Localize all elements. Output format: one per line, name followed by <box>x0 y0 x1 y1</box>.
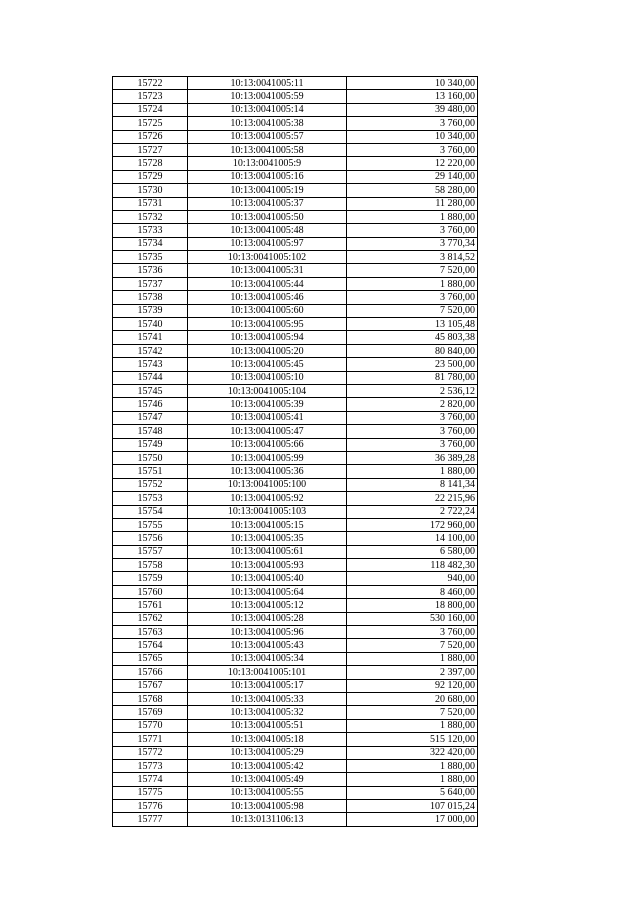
table-row <box>113 679 478 692</box>
cadastral-number-cell: 10:13:0041005:44 <box>188 277 347 290</box>
table-row <box>113 626 478 639</box>
record-number-cell: 15741 <box>113 331 188 344</box>
table-row <box>113 358 478 371</box>
cadastral-number-cell: 10:13:0041005:11 <box>188 77 347 90</box>
table-row <box>113 344 478 357</box>
amount-cell: 13 105,48 <box>347 318 478 331</box>
amount-cell: 3 760,00 <box>347 425 478 438</box>
amount-cell: 172 960,00 <box>347 518 478 531</box>
amount-cell: 10 340,00 <box>347 130 478 143</box>
cadastral-number-cell: 10:13:0131106:13 <box>188 813 347 826</box>
record-number-cell: 15736 <box>113 264 188 277</box>
amount-cell: 2 536,12 <box>347 384 478 397</box>
amount-cell: 3 760,00 <box>347 143 478 156</box>
amount-cell: 81 780,00 <box>347 371 478 384</box>
record-number-cell: 15765 <box>113 652 188 665</box>
table-row <box>113 77 478 90</box>
amount-cell: 1 880,00 <box>347 210 478 223</box>
amount-cell: 7 520,00 <box>347 639 478 652</box>
record-number-cell: 15764 <box>113 639 188 652</box>
table-row <box>113 184 478 197</box>
cadastral-number-cell: 10:13:0041005:55 <box>188 786 347 799</box>
cadastral-number-cell: 10:13:0041005:31 <box>188 264 347 277</box>
cadastral-number-cell: 10:13:0041005:64 <box>188 585 347 598</box>
cadastral-number-cell: 10:13:0041005:103 <box>188 505 347 518</box>
record-number-cell: 15777 <box>113 813 188 826</box>
table-row <box>113 90 478 103</box>
cadastral-number-cell: 10:13:0041005:98 <box>188 800 347 813</box>
amount-cell: 7 520,00 <box>347 304 478 317</box>
table-row <box>113 398 478 411</box>
amount-cell: 92 120,00 <box>347 679 478 692</box>
cadastral-number-cell: 10:13:0041005:15 <box>188 518 347 531</box>
cadastral-number-cell: 10:13:0041005:60 <box>188 304 347 317</box>
cadastral-number-cell: 10:13:0041005:36 <box>188 465 347 478</box>
table-row <box>113 652 478 665</box>
record-number-cell: 15753 <box>113 492 188 505</box>
cadastral-number-cell: 10:13:0041005:61 <box>188 545 347 558</box>
table-row <box>113 291 478 304</box>
amount-cell: 80 840,00 <box>347 344 478 357</box>
amount-cell: 1 880,00 <box>347 719 478 732</box>
record-number-cell: 15757 <box>113 545 188 558</box>
cadastral-number-cell: 10:13:0041005:14 <box>188 103 347 116</box>
cadastral-number-cell: 10:13:0041005:51 <box>188 719 347 732</box>
amount-cell: 10 340,00 <box>347 77 478 90</box>
record-number-cell: 15773 <box>113 759 188 772</box>
cadastral-number-cell: 10:13:0041005:40 <box>188 572 347 585</box>
table-row <box>113 773 478 786</box>
table-row <box>113 733 478 746</box>
cadastral-number-cell: 10:13:0041005:58 <box>188 143 347 156</box>
table-row <box>113 719 478 732</box>
record-number-cell: 15726 <box>113 130 188 143</box>
amount-cell: 11 280,00 <box>347 197 478 210</box>
cadastral-number-cell: 10:13:0041005:12 <box>188 599 347 612</box>
table-row <box>113 545 478 558</box>
table-row <box>113 505 478 518</box>
record-number-cell: 15728 <box>113 157 188 170</box>
cadastral-number-cell: 10:13:0041005:38 <box>188 117 347 130</box>
table-row <box>113 425 478 438</box>
table-row <box>113 130 478 143</box>
amount-cell: 17 000,00 <box>347 813 478 826</box>
cadastral-number-cell: 10:13:0041005:41 <box>188 411 347 424</box>
record-number-cell: 15776 <box>113 800 188 813</box>
record-number-cell: 15755 <box>113 518 188 531</box>
table-row <box>113 559 478 572</box>
amount-cell: 1 880,00 <box>347 277 478 290</box>
table-row <box>113 117 478 130</box>
cadastral-number-cell: 10:13:0041005:46 <box>188 291 347 304</box>
amount-cell: 3 814,52 <box>347 251 478 264</box>
table-row <box>113 451 478 464</box>
cadastral-number-cell: 10:13:0041005:33 <box>188 692 347 705</box>
cadastral-number-cell: 10:13:0041005:16 <box>188 170 347 183</box>
table-row <box>113 264 478 277</box>
cadastral-number-cell: 10:13:0041005:101 <box>188 666 347 679</box>
cadastral-number-cell: 10:13:0041005:9 <box>188 157 347 170</box>
record-number-cell: 15722 <box>113 77 188 90</box>
amount-cell: 1 880,00 <box>347 465 478 478</box>
cadastral-number-cell: 10:13:0041005:34 <box>188 652 347 665</box>
table-row <box>113 639 478 652</box>
table-row <box>113 251 478 264</box>
record-number-cell: 15756 <box>113 532 188 545</box>
amount-cell: 22 215,96 <box>347 492 478 505</box>
table-row <box>113 371 478 384</box>
record-number-cell: 15738 <box>113 291 188 304</box>
cadastral-number-cell: 10:13:0041005:47 <box>188 425 347 438</box>
table-row <box>113 612 478 625</box>
amount-cell: 2 820,00 <box>347 398 478 411</box>
table-row <box>113 157 478 170</box>
amount-cell: 3 760,00 <box>347 291 478 304</box>
record-number-cell: 15737 <box>113 277 188 290</box>
record-number-cell: 15743 <box>113 358 188 371</box>
record-number-cell: 15740 <box>113 318 188 331</box>
record-number-cell: 15751 <box>113 465 188 478</box>
record-number-cell: 15771 <box>113 733 188 746</box>
amount-cell: 3 760,00 <box>347 117 478 130</box>
cadastral-number-cell: 10:13:0041005:42 <box>188 759 347 772</box>
cadastral-number-cell: 10:13:0041005:20 <box>188 344 347 357</box>
cadastral-number-cell: 10:13:0041005:18 <box>188 733 347 746</box>
amount-cell: 3 770,34 <box>347 237 478 250</box>
record-number-cell: 15758 <box>113 559 188 572</box>
amount-cell: 940,00 <box>347 572 478 585</box>
table-row <box>113 384 478 397</box>
record-number-cell: 15725 <box>113 117 188 130</box>
table-row <box>113 277 478 290</box>
cadastral-number-cell: 10:13:0041005:48 <box>188 224 347 237</box>
record-number-cell: 15742 <box>113 344 188 357</box>
record-number-cell: 15768 <box>113 692 188 705</box>
record-number-cell: 15770 <box>113 719 188 732</box>
records-table <box>112 76 478 827</box>
record-number-cell: 15754 <box>113 505 188 518</box>
amount-cell: 14 100,00 <box>347 532 478 545</box>
amount-cell: 3 760,00 <box>347 411 478 424</box>
cadastral-number-cell: 10:13:0041005:50 <box>188 210 347 223</box>
cadastral-number-cell: 10:13:0041005:17 <box>188 679 347 692</box>
cadastral-number-cell: 10:13:0041005:96 <box>188 626 347 639</box>
cadastral-number-cell: 10:13:0041005:35 <box>188 532 347 545</box>
record-number-cell: 15746 <box>113 398 188 411</box>
record-number-cell: 15752 <box>113 478 188 491</box>
cadastral-number-cell: 10:13:0041005:19 <box>188 184 347 197</box>
amount-cell: 12 220,00 <box>347 157 478 170</box>
amount-cell: 18 800,00 <box>347 599 478 612</box>
record-number-cell: 15774 <box>113 773 188 786</box>
cadastral-number-cell: 10:13:0041005:49 <box>188 773 347 786</box>
cadastral-number-cell: 10:13:0041005:59 <box>188 90 347 103</box>
amount-cell: 2 722,24 <box>347 505 478 518</box>
amount-cell: 3 760,00 <box>347 438 478 451</box>
record-number-cell: 15733 <box>113 224 188 237</box>
table-row <box>113 465 478 478</box>
table-row <box>113 813 478 826</box>
amount-cell: 39 480,00 <box>347 103 478 116</box>
table-row <box>113 518 478 531</box>
record-number-cell: 15767 <box>113 679 188 692</box>
table-row <box>113 786 478 799</box>
cadastral-number-cell: 10:13:0041005:92 <box>188 492 347 505</box>
amount-cell: 322 420,00 <box>347 746 478 759</box>
cadastral-number-cell: 10:13:0041005:94 <box>188 331 347 344</box>
cadastral-number-cell: 10:13:0041005:97 <box>188 237 347 250</box>
amount-cell: 118 482,30 <box>347 559 478 572</box>
table-row <box>113 224 478 237</box>
record-number-cell: 15763 <box>113 626 188 639</box>
table-row <box>113 746 478 759</box>
cadastral-number-cell: 10:13:0041005:10 <box>188 371 347 384</box>
amount-cell: 8 460,00 <box>347 585 478 598</box>
cadastral-number-cell: 10:13:0041005:28 <box>188 612 347 625</box>
amount-cell: 5 640,00 <box>347 786 478 799</box>
cadastral-number-cell: 10:13:0041005:66 <box>188 438 347 451</box>
table-row <box>113 331 478 344</box>
table-row <box>113 692 478 705</box>
record-number-cell: 15739 <box>113 304 188 317</box>
table-row <box>113 304 478 317</box>
amount-cell: 7 520,00 <box>347 706 478 719</box>
table-row <box>113 143 478 156</box>
cadastral-number-cell: 10:13:0041005:104 <box>188 384 347 397</box>
cadastral-number-cell: 10:13:0041005:39 <box>188 398 347 411</box>
amount-cell: 13 160,00 <box>347 90 478 103</box>
record-number-cell: 15745 <box>113 384 188 397</box>
record-number-cell: 15750 <box>113 451 188 464</box>
cadastral-number-cell: 10:13:0041005:100 <box>188 478 347 491</box>
amount-cell: 6 580,00 <box>347 545 478 558</box>
table-row <box>113 759 478 772</box>
table-row <box>113 438 478 451</box>
record-number-cell: 15729 <box>113 170 188 183</box>
amount-cell: 3 760,00 <box>347 626 478 639</box>
record-number-cell: 15724 <box>113 103 188 116</box>
amount-cell: 1 880,00 <box>347 773 478 786</box>
record-number-cell: 15761 <box>113 599 188 612</box>
record-number-cell: 15730 <box>113 184 188 197</box>
amount-cell: 3 760,00 <box>347 224 478 237</box>
table-row <box>113 706 478 719</box>
table-row <box>113 237 478 250</box>
record-number-cell: 15732 <box>113 210 188 223</box>
table-row <box>113 572 478 585</box>
table-row <box>113 532 478 545</box>
table-row <box>113 210 478 223</box>
cadastral-number-cell: 10:13:0041005:37 <box>188 197 347 210</box>
record-number-cell: 15769 <box>113 706 188 719</box>
cadastral-number-cell: 10:13:0041005:43 <box>188 639 347 652</box>
cadastral-number-cell: 10:13:0041005:99 <box>188 451 347 464</box>
amount-cell: 7 520,00 <box>347 264 478 277</box>
cadastral-number-cell: 10:13:0041005:102 <box>188 251 347 264</box>
table-row <box>113 585 478 598</box>
amount-cell: 58 280,00 <box>347 184 478 197</box>
cadastral-number-cell: 10:13:0041005:45 <box>188 358 347 371</box>
record-number-cell: 15766 <box>113 666 188 679</box>
amount-cell: 1 880,00 <box>347 759 478 772</box>
record-number-cell: 15727 <box>113 143 188 156</box>
record-number-cell: 15731 <box>113 197 188 210</box>
record-number-cell: 15762 <box>113 612 188 625</box>
cadastral-number-cell: 10:13:0041005:93 <box>188 559 347 572</box>
record-number-cell: 15749 <box>113 438 188 451</box>
cadastral-number-cell: 10:13:0041005:29 <box>188 746 347 759</box>
cadastral-number-cell: 10:13:0041005:57 <box>188 130 347 143</box>
table-row <box>113 411 478 424</box>
amount-cell: 45 803,38 <box>347 331 478 344</box>
amount-cell: 107 015,24 <box>347 800 478 813</box>
table-row <box>113 103 478 116</box>
amount-cell: 530 160,00 <box>347 612 478 625</box>
amount-cell: 2 397,00 <box>347 666 478 679</box>
record-number-cell: 15760 <box>113 585 188 598</box>
record-number-cell: 15734 <box>113 237 188 250</box>
record-number-cell: 15759 <box>113 572 188 585</box>
table-row <box>113 599 478 612</box>
table-row <box>113 492 478 505</box>
records-table-body <box>113 77 478 827</box>
table-row <box>113 318 478 331</box>
record-number-cell: 15775 <box>113 786 188 799</box>
table-row <box>113 666 478 679</box>
record-number-cell: 15744 <box>113 371 188 384</box>
table-row <box>113 478 478 491</box>
amount-cell: 20 680,00 <box>347 692 478 705</box>
record-number-cell: 15772 <box>113 746 188 759</box>
amount-cell: 8 141,34 <box>347 478 478 491</box>
amount-cell: 1 880,00 <box>347 652 478 665</box>
record-number-cell: 15735 <box>113 251 188 264</box>
amount-cell: 29 140,00 <box>347 170 478 183</box>
table-row <box>113 170 478 183</box>
cadastral-number-cell: 10:13:0041005:95 <box>188 318 347 331</box>
record-number-cell: 15723 <box>113 90 188 103</box>
amount-cell: 36 389,28 <box>347 451 478 464</box>
record-number-cell: 15748 <box>113 425 188 438</box>
cadastral-number-cell: 10:13:0041005:32 <box>188 706 347 719</box>
record-number-cell: 15747 <box>113 411 188 424</box>
amount-cell: 515 120,00 <box>347 733 478 746</box>
table-row <box>113 197 478 210</box>
table-row <box>113 800 478 813</box>
amount-cell: 23 500,00 <box>347 358 478 371</box>
